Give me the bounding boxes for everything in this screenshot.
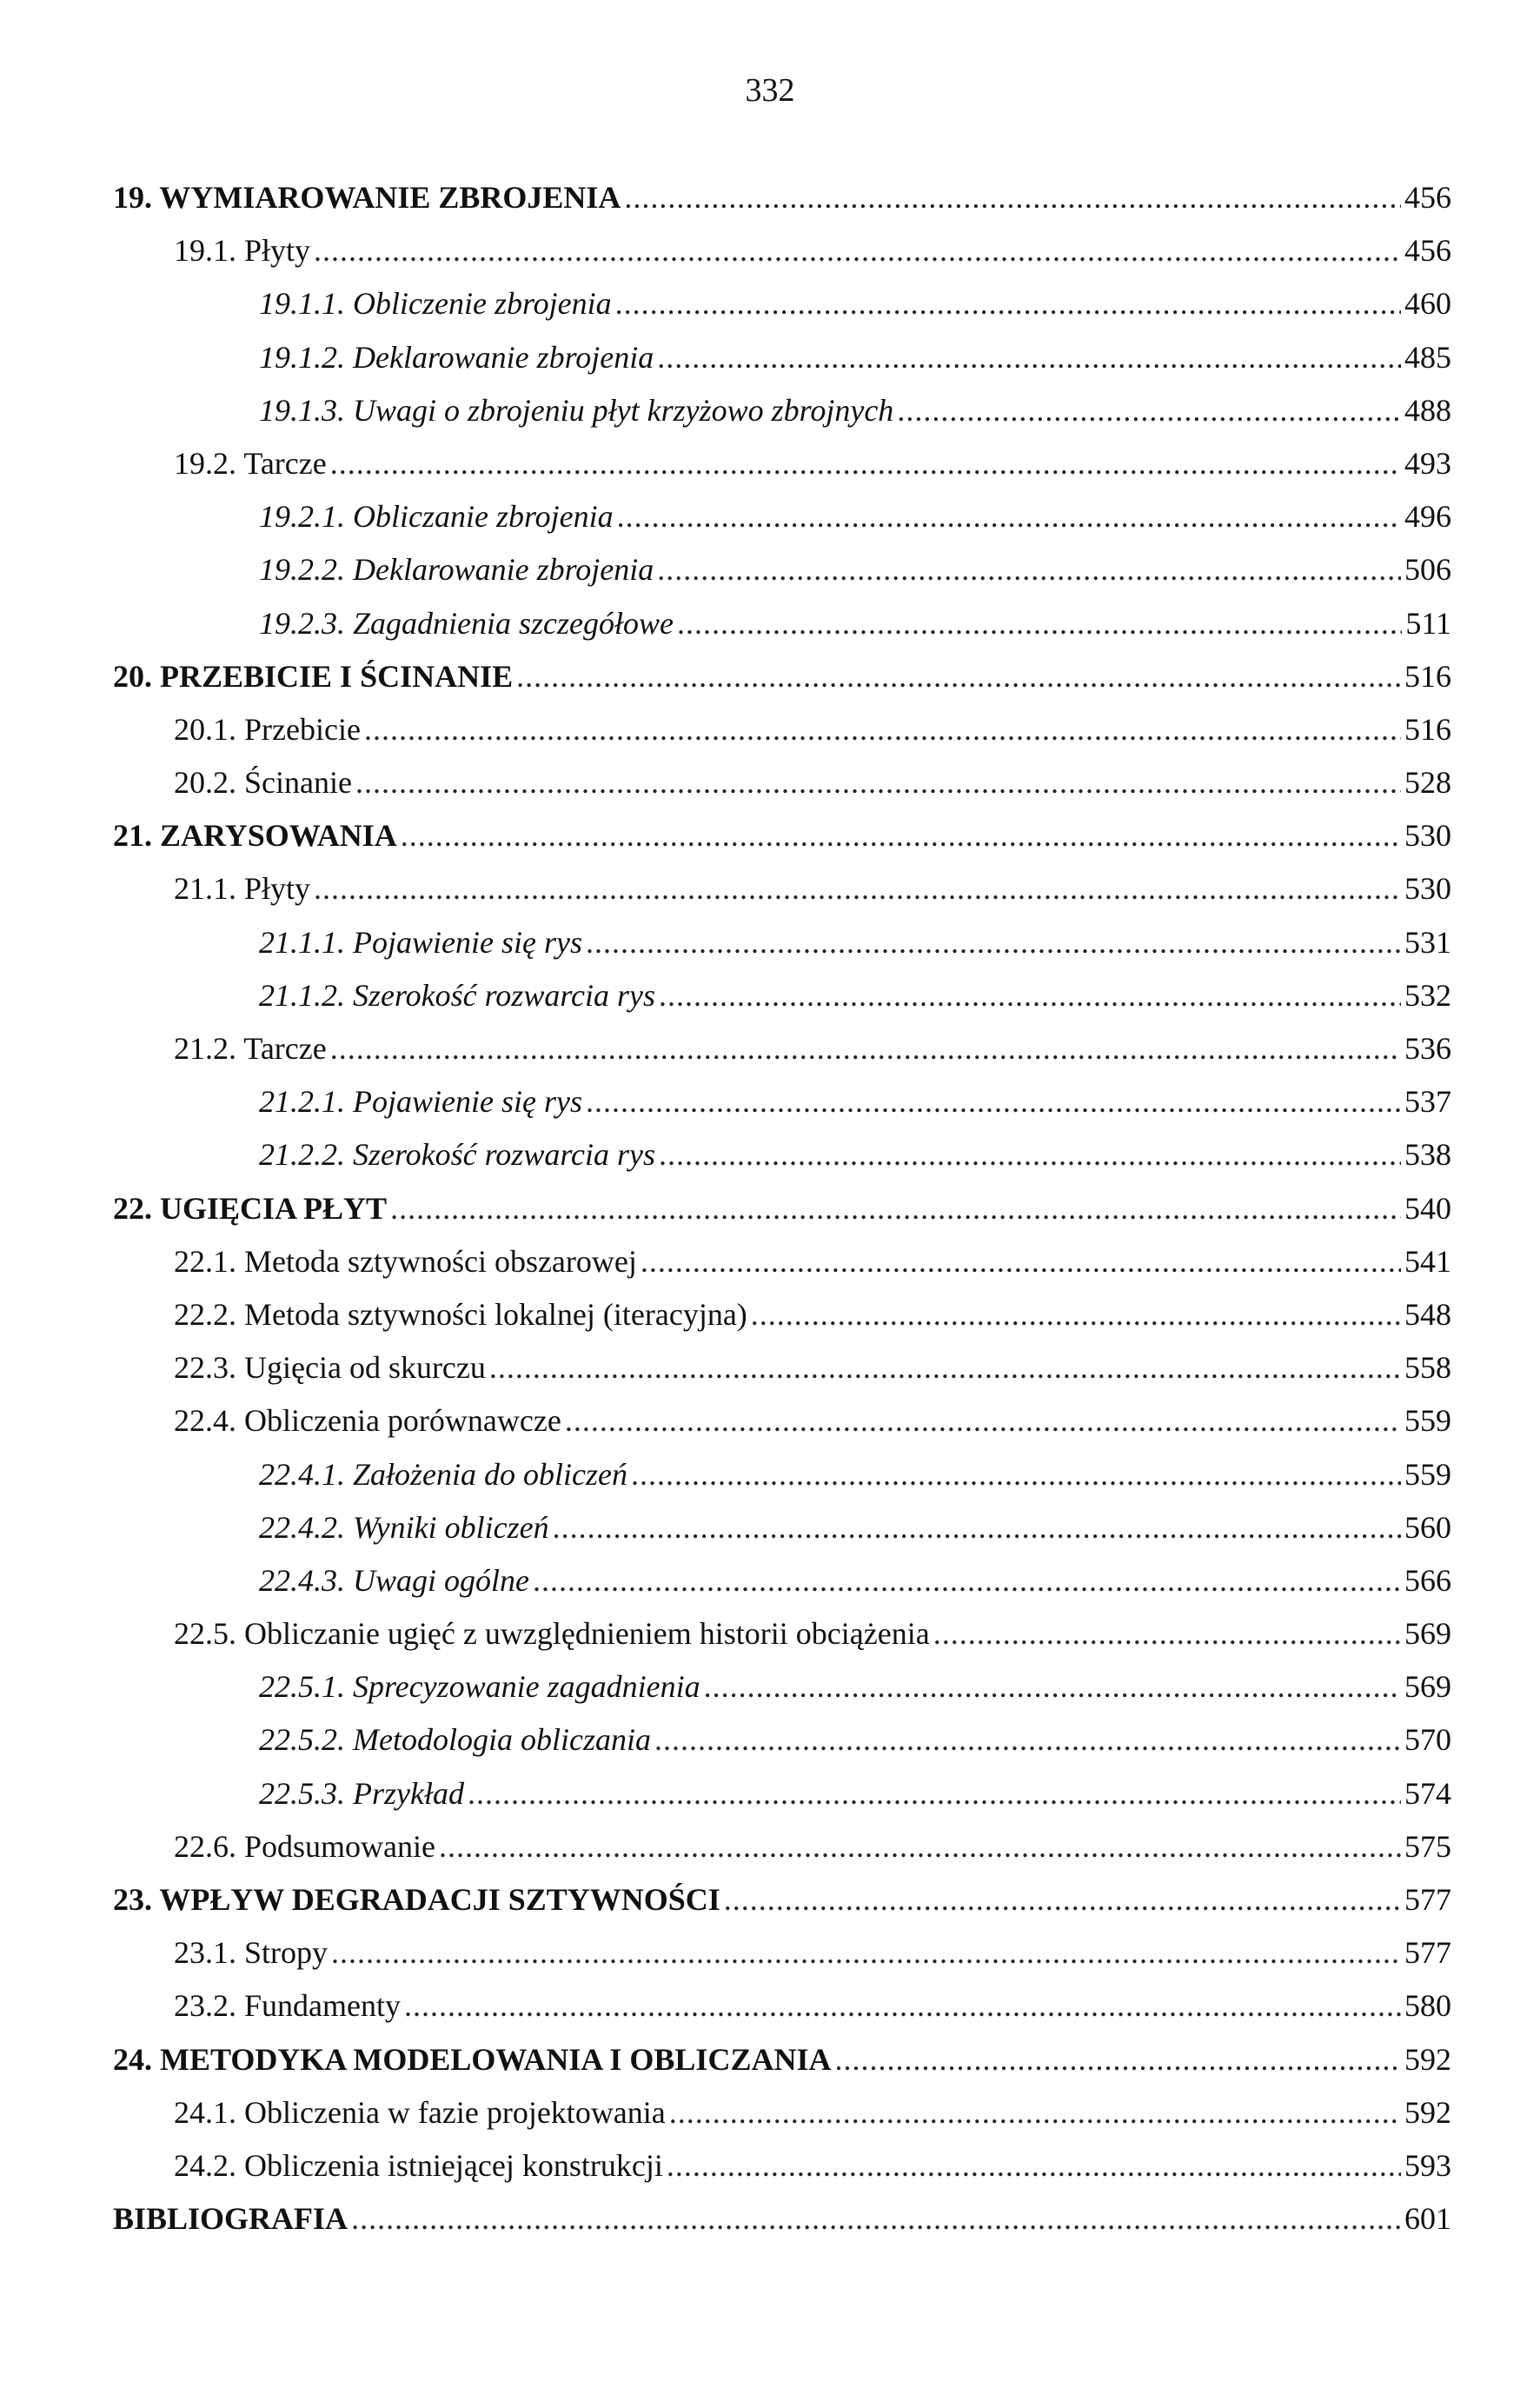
dot-leader (390, 1182, 1401, 1235)
toc-entry-title: 24. METODYKA MODELOWANIA I OBLICZANIA (113, 2041, 832, 2077)
dot-leader (314, 224, 1401, 277)
dot-leader (404, 1979, 1401, 2032)
toc-entry-title: 21.1. Płyty (174, 871, 311, 907)
toc-section-entry (113, 1022, 1451, 1075)
toc-entry-title: 19.2.1. Obliczanie zbrojenia (259, 499, 614, 535)
toc-entry-title: 22.3. Ugięcia od skurczu (174, 1350, 486, 1386)
toc-entry-page-number: 516 (1404, 711, 1451, 747)
toc-entry-page-number: 560 (1404, 1509, 1451, 1545)
toc-entry-page-number: 485 (1404, 339, 1451, 375)
dot-leader (553, 1501, 1401, 1554)
toc-entry-page-number: 541 (1404, 1243, 1451, 1279)
dot-leader (586, 916, 1401, 969)
toc-section-entry (113, 1394, 1451, 1447)
dot-leader (704, 1660, 1401, 1713)
toc-entry-title: 21.1.2. Szerokość rozwarcia rys (259, 977, 655, 1013)
toc-entry-title: 21.2.1. Pojawienie się rys (259, 1084, 582, 1120)
toc-entry-page-number: 592 (1404, 2041, 1451, 2077)
toc-entry-title: 21.2. Tarcze (174, 1031, 327, 1066)
dot-leader (751, 1288, 1401, 1341)
toc-entry-page-number: 574 (1404, 1775, 1451, 1811)
toc-chapter-entry (113, 1873, 1451, 1926)
toc-entry-page-number: 528 (1404, 765, 1451, 801)
toc-entry-title: 22.1. Metoda sztywności obszarowej (174, 1243, 637, 1279)
toc-chapter-entry (113, 2033, 1451, 2086)
toc-entry-page-number: 577 (1404, 1935, 1451, 1971)
dot-leader (834, 2033, 1401, 2086)
toc-section-entry (113, 437, 1451, 490)
dot-leader (724, 1873, 1401, 1926)
toc-subsection-entry (113, 1767, 1451, 1820)
toc-subsection-entry (113, 1554, 1451, 1607)
dot-leader (659, 1128, 1401, 1181)
toc-chapter-entry (113, 1182, 1451, 1235)
toc-entry-title: 19. WYMIAROWANIE ZBROJENIA (113, 180, 621, 215)
toc-entry-page-number: 575 (1404, 1828, 1451, 1864)
dot-leader (933, 1607, 1401, 1660)
toc-entry-page-number: 488 (1404, 392, 1451, 428)
toc-subsection-entry (113, 1713, 1451, 1766)
dot-leader (364, 703, 1401, 756)
toc-entry-title: 22.5.3. Przykład (259, 1775, 464, 1811)
toc-chapter-entry (113, 2192, 1451, 2245)
toc-section-entry (113, 862, 1451, 915)
toc-section-entry (113, 1341, 1451, 1394)
toc-chapter-entry (113, 171, 1451, 224)
toc-subsection-entry (113, 1448, 1451, 1501)
toc-entry-title: 20.1. Przebicie (174, 711, 361, 747)
toc-entry-page-number: 601 (1404, 2201, 1451, 2237)
toc-entry-title: 24.2. Obliczenia istniejącej konstrukcji (174, 2147, 663, 2183)
toc-entry-page-number: 569 (1404, 1669, 1451, 1705)
toc-section-entry (113, 703, 1451, 756)
toc-section-entry (113, 1235, 1451, 1288)
dot-leader (631, 1448, 1401, 1501)
toc-entry-page-number: 530 (1404, 818, 1451, 854)
dot-leader (489, 1341, 1401, 1394)
toc-subsection-entry (113, 1501, 1451, 1554)
table-of-contents (113, 171, 1451, 2245)
toc-section-entry (113, 2086, 1451, 2139)
dot-leader (667, 2139, 1401, 2192)
toc-entry-page-number: 559 (1404, 1403, 1451, 1439)
toc-entry-title: 19.2. Tarcze (174, 445, 327, 481)
toc-section-entry (113, 756, 1451, 809)
dot-leader (657, 331, 1401, 384)
toc-entry-page-number: 456 (1404, 180, 1451, 215)
toc-entry-page-number: 506 (1404, 552, 1451, 588)
dot-leader (586, 1075, 1401, 1128)
toc-entry-title: 24.1. Obliczenia w fazie projektowania (174, 2094, 666, 2130)
toc-entry-page-number: 580 (1404, 1988, 1451, 2024)
dot-leader (330, 437, 1401, 490)
toc-entry-title: 21.2.2. Szerokość rozwarcia rys (259, 1137, 655, 1173)
dot-leader (615, 277, 1401, 330)
toc-entry-page-number: 511 (1405, 605, 1451, 641)
toc-subsection-entry (113, 490, 1451, 543)
toc-entry-title: 23. WPŁYW DEGRADACJI SZTYWNOŚCI (113, 1882, 720, 1917)
dot-leader (677, 597, 1402, 650)
toc-entry-title: 22.4.2. Wyniki obliczeń (259, 1509, 549, 1545)
toc-chapter-entry (113, 650, 1451, 703)
toc-section-entry (113, 1926, 1451, 1979)
toc-entry-page-number: 460 (1404, 286, 1451, 322)
toc-entry-title: BIBLIOGRAFIA (113, 2201, 348, 2237)
toc-entry-page-number: 548 (1404, 1296, 1451, 1332)
toc-section-entry (113, 1288, 1451, 1341)
dot-leader (659, 969, 1401, 1022)
toc-entry-page-number: 496 (1404, 499, 1451, 535)
dot-leader (624, 171, 1401, 224)
toc-entry-page-number: 540 (1404, 1190, 1451, 1226)
toc-entry-title: 22.5.2. Metodologia obliczania (259, 1722, 651, 1758)
toc-subsection-entry (113, 384, 1451, 437)
toc-entry-page-number: 456 (1404, 233, 1451, 269)
toc-entry-page-number: 558 (1404, 1350, 1451, 1386)
dot-leader (516, 650, 1401, 703)
toc-entry-title: 21. ZARYSOWANIA (113, 818, 397, 854)
dot-leader (468, 1767, 1401, 1820)
dot-leader (533, 1554, 1401, 1607)
page-number: 332 (745, 72, 795, 109)
toc-subsection-entry (113, 277, 1451, 330)
toc-entry-page-number: 593 (1404, 2147, 1451, 2183)
toc-chapter-entry (113, 809, 1451, 862)
toc-entry-title: 22.4.1. Założenia do obliczeń (259, 1456, 627, 1492)
toc-entry-title: 20.2. Ścinanie (174, 765, 352, 801)
dot-leader (331, 1926, 1401, 1979)
dot-leader (669, 2086, 1401, 2139)
toc-section-entry (113, 224, 1451, 277)
toc-subsection-entry (113, 1660, 1451, 1713)
toc-entry-page-number: 559 (1404, 1456, 1451, 1492)
toc-section-entry (113, 2139, 1451, 2192)
toc-entry-page-number: 577 (1404, 1882, 1451, 1917)
toc-subsection-entry (113, 1075, 1451, 1128)
toc-entry-page-number: 532 (1404, 977, 1451, 1013)
toc-subsection-entry (113, 597, 1451, 650)
toc-entry-page-number: 566 (1404, 1562, 1451, 1598)
toc-section-entry (113, 1820, 1451, 1873)
toc-entry-page-number: 530 (1404, 871, 1451, 907)
toc-entry-title: 19.1.3. Uwagi o zbrojeniu płyt krzyżowo zbrojnych (259, 392, 894, 428)
toc-subsection-entry (113, 331, 1451, 384)
dot-leader (355, 756, 1401, 809)
toc-entry-page-number: 570 (1404, 1722, 1451, 1758)
toc-entry-title: 23.1. Stropy (174, 1935, 329, 1971)
toc-entry-title: 22.5. Obliczanie ugięć z uwzględnieniem historii obciążenia (174, 1616, 930, 1652)
toc-subsection-entry (113, 916, 1451, 969)
toc-entry-page-number: 516 (1404, 658, 1451, 694)
toc-section-entry (113, 1979, 1451, 2032)
toc-subsection-entry (113, 543, 1451, 596)
toc-entry-title: 22. UGIĘCIA PŁYT (113, 1190, 388, 1226)
toc-entry-page-number: 592 (1404, 2094, 1451, 2130)
toc-entry-title: 20. PRZEBICIE I ŚCINANIE (113, 658, 514, 694)
toc-entry-title: 19.1.2. Deklarowanie zbrojenia (259, 339, 654, 375)
dot-leader (351, 2192, 1401, 2245)
toc-entry-title: 21.1.1. Pojawienie się rys (259, 924, 582, 960)
dot-leader (330, 1022, 1401, 1075)
dot-leader (565, 1394, 1401, 1447)
toc-entry-title: 19.2.3. Zagadnienia szczegółowe (259, 605, 674, 641)
dot-leader (657, 543, 1401, 596)
toc-entry-page-number: 538 (1404, 1137, 1451, 1173)
toc-entry-title: 19.2.2. Deklarowanie zbrojenia (259, 552, 654, 588)
toc-entry-page-number: 537 (1404, 1084, 1451, 1120)
dot-leader (314, 862, 1401, 915)
dot-leader (401, 809, 1401, 862)
toc-entry-title: 22.4.3. Uwagi ogólne (259, 1562, 529, 1598)
dot-leader (617, 490, 1401, 543)
toc-entry-title: 23.2. Fundamenty (174, 1988, 401, 2024)
toc-entry-title: 19.1.1. Obliczenie zbrojenia (259, 286, 612, 322)
toc-section-entry (113, 1607, 1451, 1660)
toc-entry-title: 22.2. Metoda sztywności lokalnej (iteracyjna) (174, 1296, 747, 1332)
toc-subsection-entry (113, 969, 1451, 1022)
toc-subsection-entry (113, 1128, 1451, 1181)
dot-leader (897, 384, 1401, 437)
toc-entry-page-number: 536 (1404, 1031, 1451, 1066)
toc-entry-title: 19.1. Płyty (174, 233, 311, 269)
toc-entry-page-number: 569 (1404, 1616, 1451, 1652)
toc-entry-page-number: 531 (1404, 924, 1451, 960)
toc-entry-title: 22.6. Podsumowanie (174, 1828, 435, 1864)
dot-leader (654, 1713, 1401, 1766)
toc-entry-title: 22.5.1. Sprecyzowanie zagadnienia (259, 1669, 700, 1705)
toc-entry-title: 22.4. Obliczenia porównawcze (174, 1403, 561, 1439)
dot-leader (439, 1820, 1401, 1873)
toc-entry-page-number: 493 (1404, 445, 1451, 481)
dot-leader (641, 1235, 1401, 1288)
